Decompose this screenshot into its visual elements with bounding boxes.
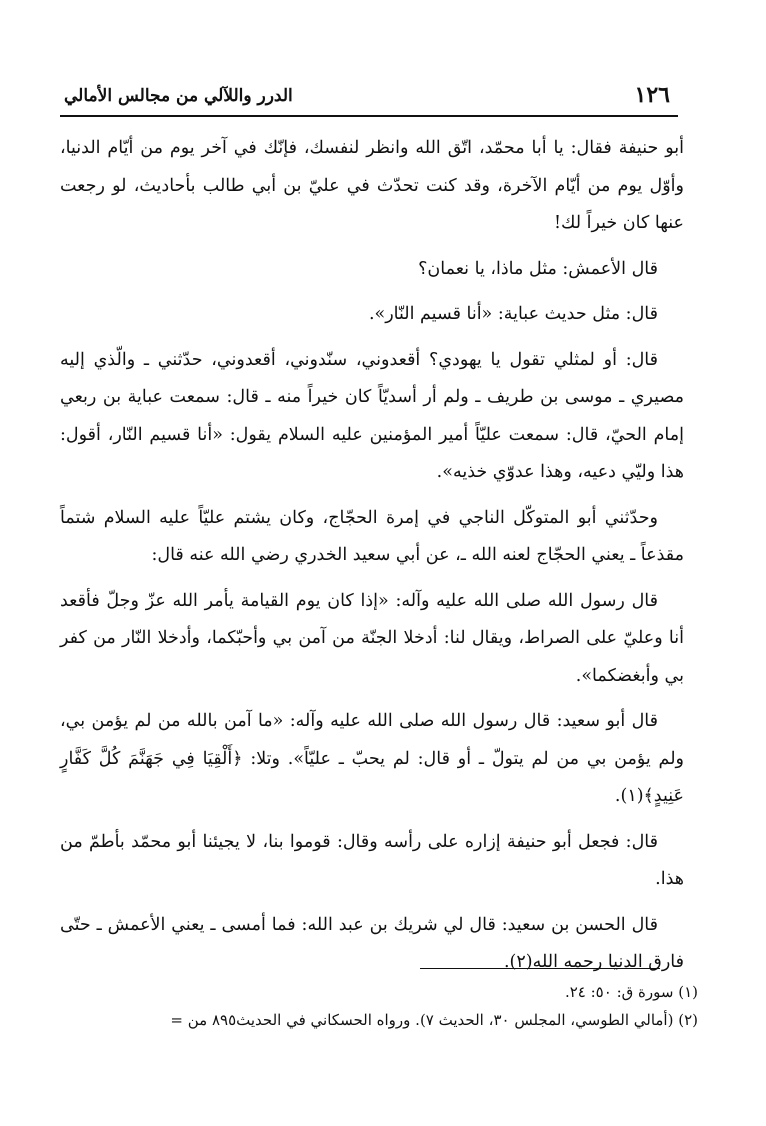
paragraph: قال الحسن بن سعيد: قال لي شريك بن عبد الله: فما أمسى ـ يعني الأعمش ـ حتّى فارق الدنيا رحمه الله(٢). [60,914,684,972]
book-title: الدرر واللآلي من مجالس الأمالي [64,86,293,106]
footnote: (١) سورة ق: ٥٠: ٢٤. [564,983,698,1001]
paragraph: وحدّثني أبو المتوكّل الناجي في إمرة الحجّاج، وكان يشتم عليّاً عليه السلام شتماً مقذعاً ـ يعني الحجّاج لعنه الله ـ، عن أبي سعيد الخدري رضي الله عنه قال: [60,507,684,565]
footnotes [30,978,698,1034]
paragraph: قال الأعمش: مثل ماذا، يا نعمان؟ [418,258,658,279]
header-rule [60,115,678,117]
footnote: (٢) (أمالي الطوسي، المجلس ٣٠، الحديث ٧). ورواه الحسكاني في الحديث٨٩٥ من = [170,1011,698,1029]
running-header [60,82,678,116]
paragraph: قال: أو لمثلي تقول يا يهودي؟ أقعدوني، سنّدوني، أقعدوني، حدّثني ـ والّذي إليه مصيري ـ موسى بن طريف ـ ولم أر أسديّاً كان خيراً منه ـ قال: سمعت عباية بن ربعي إمام الحيّ، قال: سمعت عليّاً أمير المؤمنين عليه السلام يقول: «أنا قسيم النّار، أقول: هذا وليّي دعيه، وهذا عدوّي خذيه». [60,349,684,482]
main-text [60,130,684,982]
page-number: ١٢٦ [634,82,670,108]
paragraph: قال: مثل حديث عباية: «أنا قسيم النّار». [368,304,658,324]
paragraph: قال رسول الله صلى الله عليه وآله: «إذا كان يوم القيامة يأمر الله عزّ وجلّ فأقعد أنا وعليّ على الصراط، ويقال لنا: أدخلا الجنّة من آمن بي وأحبّكما، وأدخلا النّار من كفر بي وأبغضكما». [60,590,684,686]
paragraph: أبو حنيفة فقال: يا أبا محمّد، اتّق الله وانظر لنفسك، فإنّك في آخر يوم من أيّام الدنيا، وأوّل يوم من أيّام الآخرة، وقد كنت تحدّث في عليّ بن أبي طالب بأحاديث، لو رجعت عنها كان خيراً لك! [60,138,684,233]
paragraph: قال: فجعل أبو حنيفة إزاره على رأسه وقال: قوموا بنا، لا يجيئنا أبو محمّد بأطمّ من هذا. [60,831,684,889]
paragraph: قال أبو سعيد: قال رسول الله صلى الله عليه وآله: «ما آمن بالله من لم يؤمن بي، ولم يؤمن بي من لم يتولّ ـ أو قال: لم يحبّ ـ عليّاً». وتلا: ﴿أَلْقِيَا فِي جَهَنَّمَ كُلَّ كَفَّارٍ عَنِيدٍ﴾(١). [60,711,684,806]
footnote-divider [420,968,660,969]
